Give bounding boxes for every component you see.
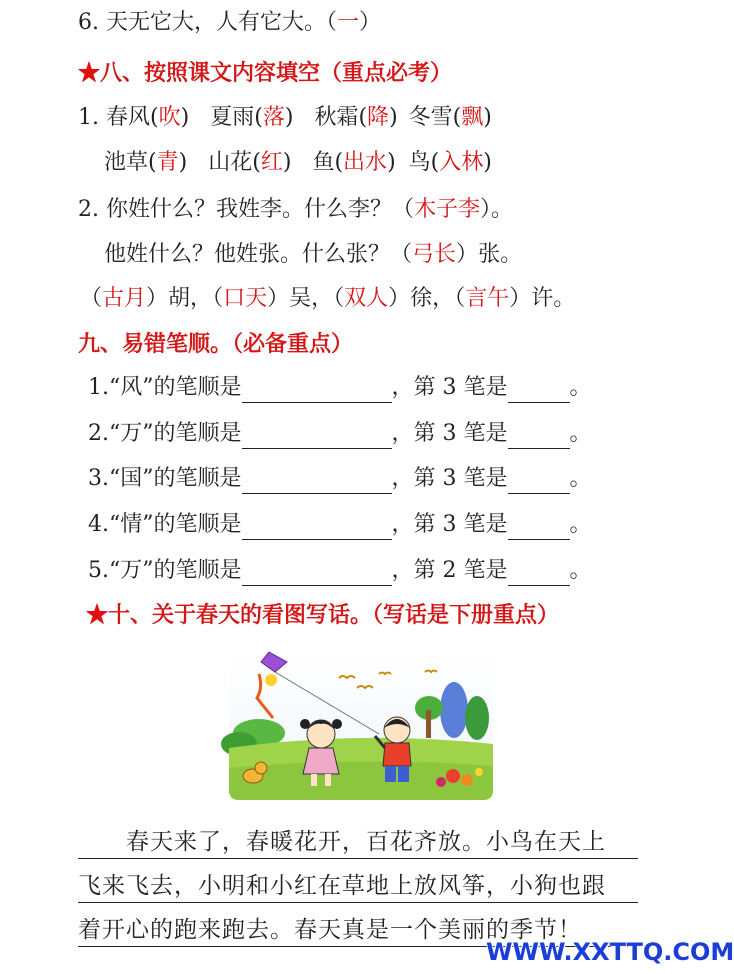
section-8-heading: ★八、按照课文内容填空（重点必考） xyxy=(78,60,453,86)
watermark-logo: WWW.XXTTQ.COM xyxy=(486,938,734,966)
answer-blank[interactable] xyxy=(242,424,392,449)
fill-1-row-2 xyxy=(104,148,492,178)
flower xyxy=(446,769,460,783)
surname-item: （古月）胡， xyxy=(80,286,213,311)
surname-item: （言午）许。 xyxy=(454,286,576,311)
fill-item: 鱼(出水) xyxy=(312,150,396,175)
kite-ornament xyxy=(265,674,277,686)
fill-item: 鸟(入林) xyxy=(408,150,492,175)
fill-2-line-1: 2. 你姓什么？我姓李。什么李？（木子李）。 xyxy=(78,197,514,222)
fill-item: 春风(吹) xyxy=(106,105,190,130)
bird xyxy=(425,671,437,673)
spring-kite-picture xyxy=(229,648,493,800)
stroke-row: 3.“国”的笔顺是 ，第 3 笔是 。 xyxy=(88,464,592,494)
answer-blank[interactable] xyxy=(508,515,570,540)
flower xyxy=(436,777,446,787)
stroke-row: 4.“情”的笔顺是 ，第 3 笔是 。 xyxy=(88,510,592,540)
answer-blank[interactable] xyxy=(508,561,570,586)
writing-text-line: 春天来了，春暖花开，百花齐放。小鸟在天上 xyxy=(126,829,606,855)
answer-blank[interactable] xyxy=(242,561,392,586)
star-icon: ★ xyxy=(86,602,109,628)
bird xyxy=(379,673,391,675)
writing-line xyxy=(78,902,638,903)
star-icon: ★ xyxy=(78,60,101,86)
answer-6: 一 xyxy=(336,10,359,35)
answer-blank[interactable] xyxy=(508,469,570,494)
stroke-row: 1.“风”的笔顺是 ，第 3 笔是 。 xyxy=(88,373,592,403)
answer-blank[interactable] xyxy=(242,515,392,540)
blue-tree xyxy=(440,682,468,738)
fill-item: 夏雨(落) xyxy=(210,105,294,130)
section-9-heading: 九、易错笔顺。（必备重点） xyxy=(78,331,354,357)
surname-item: （口天）吴， xyxy=(212,286,334,311)
question-6: 6. 天无它大，人有它大。（一） xyxy=(78,10,382,35)
stroke-row: 5.“万”的笔顺是 ，第 2 笔是 。 xyxy=(88,556,592,586)
writing-text-line: 飞来飞去，小明和小红在草地上放风筝，小狗也跟 xyxy=(78,873,606,899)
girl-leg xyxy=(311,774,317,786)
section-10-heading: ★十、关于春天的看图写话。（写话是下册重点） xyxy=(86,602,560,628)
writing-line xyxy=(78,858,638,859)
answer-blank[interactable] xyxy=(242,378,392,403)
green-tree xyxy=(465,696,489,740)
answer-blank[interactable] xyxy=(508,378,570,403)
boy-pants xyxy=(385,766,396,782)
fill-1-row-1: 1. 春风(吹) 夏雨(落) 秋霜(降) 冬雪(飘) xyxy=(78,105,492,130)
fill-item: 冬雪(飘) xyxy=(408,105,492,130)
fill-item: 池草(青) xyxy=(104,150,188,175)
girl-head xyxy=(307,720,335,748)
answer-blank[interactable] xyxy=(242,469,392,494)
flower xyxy=(475,768,483,776)
girl-bun xyxy=(300,719,310,729)
boy-shirt xyxy=(383,743,411,766)
fill-2-line-2: 他姓什么？他姓张。什么张？（弓长）张。 xyxy=(104,242,523,267)
writing-text-line: 着开心的跑来跑去。春天真是一个美丽的季节！ xyxy=(78,917,582,943)
fill-item: 秋霜(降) xyxy=(314,105,398,130)
girl-leg xyxy=(325,774,331,786)
stroke-row: 2.“万”的笔顺是 ，第 3 笔是 。 xyxy=(88,419,592,449)
answer-blank[interactable] xyxy=(508,424,570,449)
flower xyxy=(461,774,473,786)
fill-item: 山花(红) xyxy=(208,150,292,175)
tree-trunk xyxy=(426,710,431,738)
surname-item: （双人）徐， xyxy=(333,286,455,311)
girl-bun xyxy=(332,719,342,729)
girl-dress xyxy=(303,748,339,774)
fill-2-line-3 xyxy=(80,284,575,314)
boy-pants xyxy=(398,766,409,782)
dog-head xyxy=(255,762,267,774)
